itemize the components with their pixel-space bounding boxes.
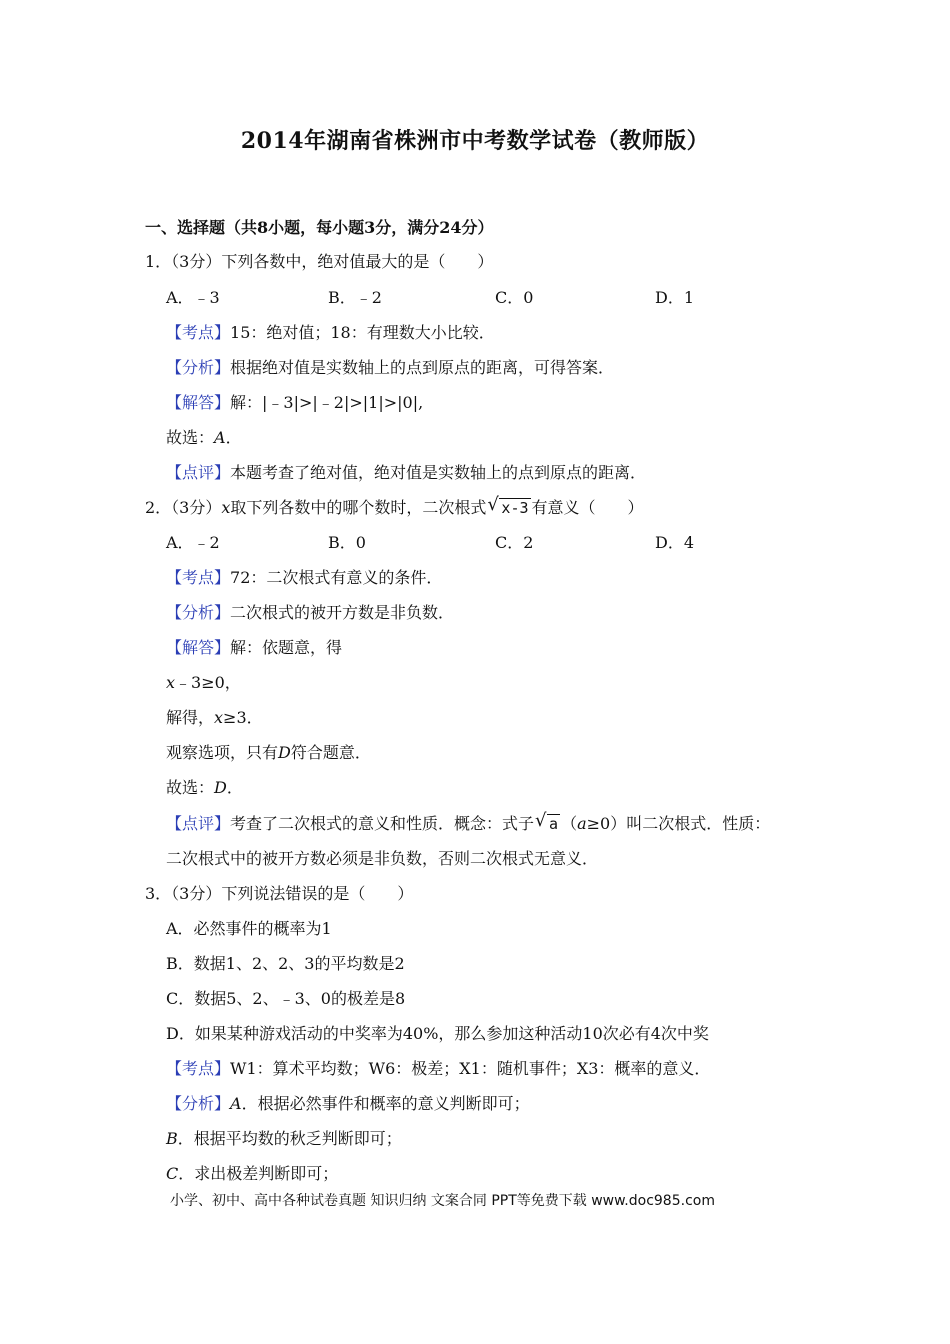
q2-dianping: [166, 810, 771, 835]
fenxi-tag: 【分析】: [166, 1094, 231, 1113]
kaodian-tag: 【考点】: [166, 568, 231, 587]
sqrt-expression: [535, 810, 560, 835]
document-title: 2014年湖南省株洲市中考数学试卷（教师版）: [240, 128, 710, 154]
q3-option-c: C．数据5、2、﹣3、0的极差是8: [166, 989, 406, 1008]
q2-option-d: D．4: [655, 533, 695, 552]
page-footer: 小学、初中、高中各种试卷真题 知识归纳 文案合同 PPT等免费下载 www.doc985.com: [170, 1193, 715, 1209]
step-variable: x: [166, 673, 176, 692]
dianping-text: 考查了二次根式的意义和性质．概念：式子: [230, 814, 535, 833]
jieda-tag: 【解答】: [166, 393, 231, 412]
q3-option-a: A．必然事件的概率为1: [166, 919, 332, 938]
question-3-stem: 3．（3分）下列说法错误的是（ ）: [145, 884, 414, 903]
radicand: a: [549, 815, 559, 833]
q2-fenxi: [166, 602, 454, 624]
q3-fenxi: [166, 1093, 530, 1115]
q1-answer: [166, 427, 242, 449]
step-variable: D: [278, 743, 291, 762]
dianping-tag: 【点评】: [166, 814, 231, 833]
dianping-text: 本题考查了绝对值，绝对值是实数轴上的点到原点的距离．: [230, 463, 647, 482]
step-text: 符合题意．: [290, 743, 371, 762]
fenxi-tag: 【分析】: [166, 358, 231, 377]
jieda-text: 解：依题意，得: [230, 638, 343, 657]
kaodian-text: 72：二次根式有意义的条件．: [230, 568, 443, 587]
jieda-tag: 【解答】: [166, 638, 231, 657]
kaodian-tag: 【考点】: [166, 1059, 231, 1078]
q1-option-b: B．﹣2: [328, 288, 382, 307]
q2-stem-prefix: 2．（3分）: [145, 498, 222, 517]
condition-variable: a: [577, 814, 587, 833]
fenxi-text: ．根据必然事件和概率的意义判断即可；: [241, 1094, 530, 1113]
radicand: x-3: [501, 499, 529, 517]
kaodian-tag: 【考点】: [166, 323, 231, 342]
answer-label: 故选：: [166, 428, 215, 447]
answer-period: ．: [225, 428, 242, 447]
condition-text: ≥0）叫二次根式．性质：: [586, 814, 771, 833]
step-text: ﹣3≥0，: [175, 673, 241, 692]
q1-option-d: D．1: [655, 288, 695, 307]
q2-step-1: [166, 672, 241, 694]
fenxi-text: 根据绝对值是实数轴上的点到原点的距离，可得答案．: [230, 358, 615, 377]
q2-option-c: C．2: [495, 533, 534, 552]
q2-answer: [166, 777, 243, 799]
line-variable: B: [166, 1129, 178, 1148]
step-text: ≥3．: [223, 708, 263, 727]
answer-period: ．: [226, 778, 243, 797]
section-heading: 一、选择题（共8小题，每小题3分，满分24分）: [145, 218, 494, 237]
q1-kaodian: [166, 322, 495, 344]
q2-stem-middle: 取下列各数中的哪个数时，二次根式: [230, 498, 487, 517]
q1-dianping: [166, 462, 646, 484]
q3-line-c: [166, 1163, 338, 1185]
step-prefix: 观察选项，只有: [166, 743, 279, 762]
step-variable: x: [214, 708, 224, 727]
jieda-text: 解：|﹣3|>|﹣2|>|1|>|0|,: [230, 393, 424, 412]
q3-kaodian: [166, 1058, 710, 1080]
q1-jieda: [166, 392, 423, 414]
q2-step-3: [166, 742, 371, 764]
line-text: ．求出极差判断即可；: [178, 1164, 339, 1183]
q2-kaodian: [166, 567, 442, 589]
dianping-tag: 【点评】: [166, 463, 231, 482]
answer-letter: A: [214, 428, 226, 447]
sqrt-icon: √: [487, 494, 499, 515]
fenxi-variable: A: [230, 1094, 242, 1113]
fenxi-text: 二次根式的被开方数是非负数．: [230, 603, 455, 622]
q2-option-b: B．0: [328, 533, 366, 552]
kaodian-text: W1：算术平均数；W6：极差；X1：随机事件；X3：概率的意义．: [230, 1059, 711, 1078]
line-variable: C: [166, 1164, 179, 1183]
line-text: ．根据平均数的秋乏判断即可；: [177, 1129, 402, 1148]
condition-open: （: [561, 814, 578, 833]
sqrt-icon: √: [535, 810, 547, 831]
sqrt-expression: [487, 494, 530, 519]
question-1-stem: 1．（3分）下列各数中，绝对值最大的是（ ）: [145, 252, 494, 271]
answer-letter: D: [214, 778, 227, 797]
kaodian-text: 15：绝对值；18：有理数大小比较．: [230, 323, 495, 342]
fenxi-tag: 【分析】: [166, 603, 231, 622]
answer-label: 故选：: [166, 778, 215, 797]
q1-fenxi: [166, 357, 614, 379]
q3-option-b: B．数据1、2、2、3的平均数是2: [166, 954, 405, 973]
q2-stem-suffix: 有意义（ ）: [531, 498, 644, 517]
q2-step-2: [166, 707, 263, 729]
step-prefix: 解得，: [166, 708, 215, 727]
q2-dianping-line-2: 二次根式中的被开方数必须是非负数，否则二次根式无意义．: [166, 849, 599, 868]
q2-option-a: A．﹣2: [166, 533, 220, 552]
q1-option-c: C．0: [495, 288, 534, 307]
q3-option-d: D．如果某种游戏活动的中奖率为40%，那么参加这种活动10次必有4次中奖: [166, 1024, 709, 1043]
question-2-stem: [145, 494, 644, 519]
q2-stem-variable: x: [221, 498, 231, 517]
q3-line-b: [166, 1128, 402, 1150]
q2-jieda: [166, 637, 342, 659]
q1-option-a: A．﹣3: [166, 288, 220, 307]
